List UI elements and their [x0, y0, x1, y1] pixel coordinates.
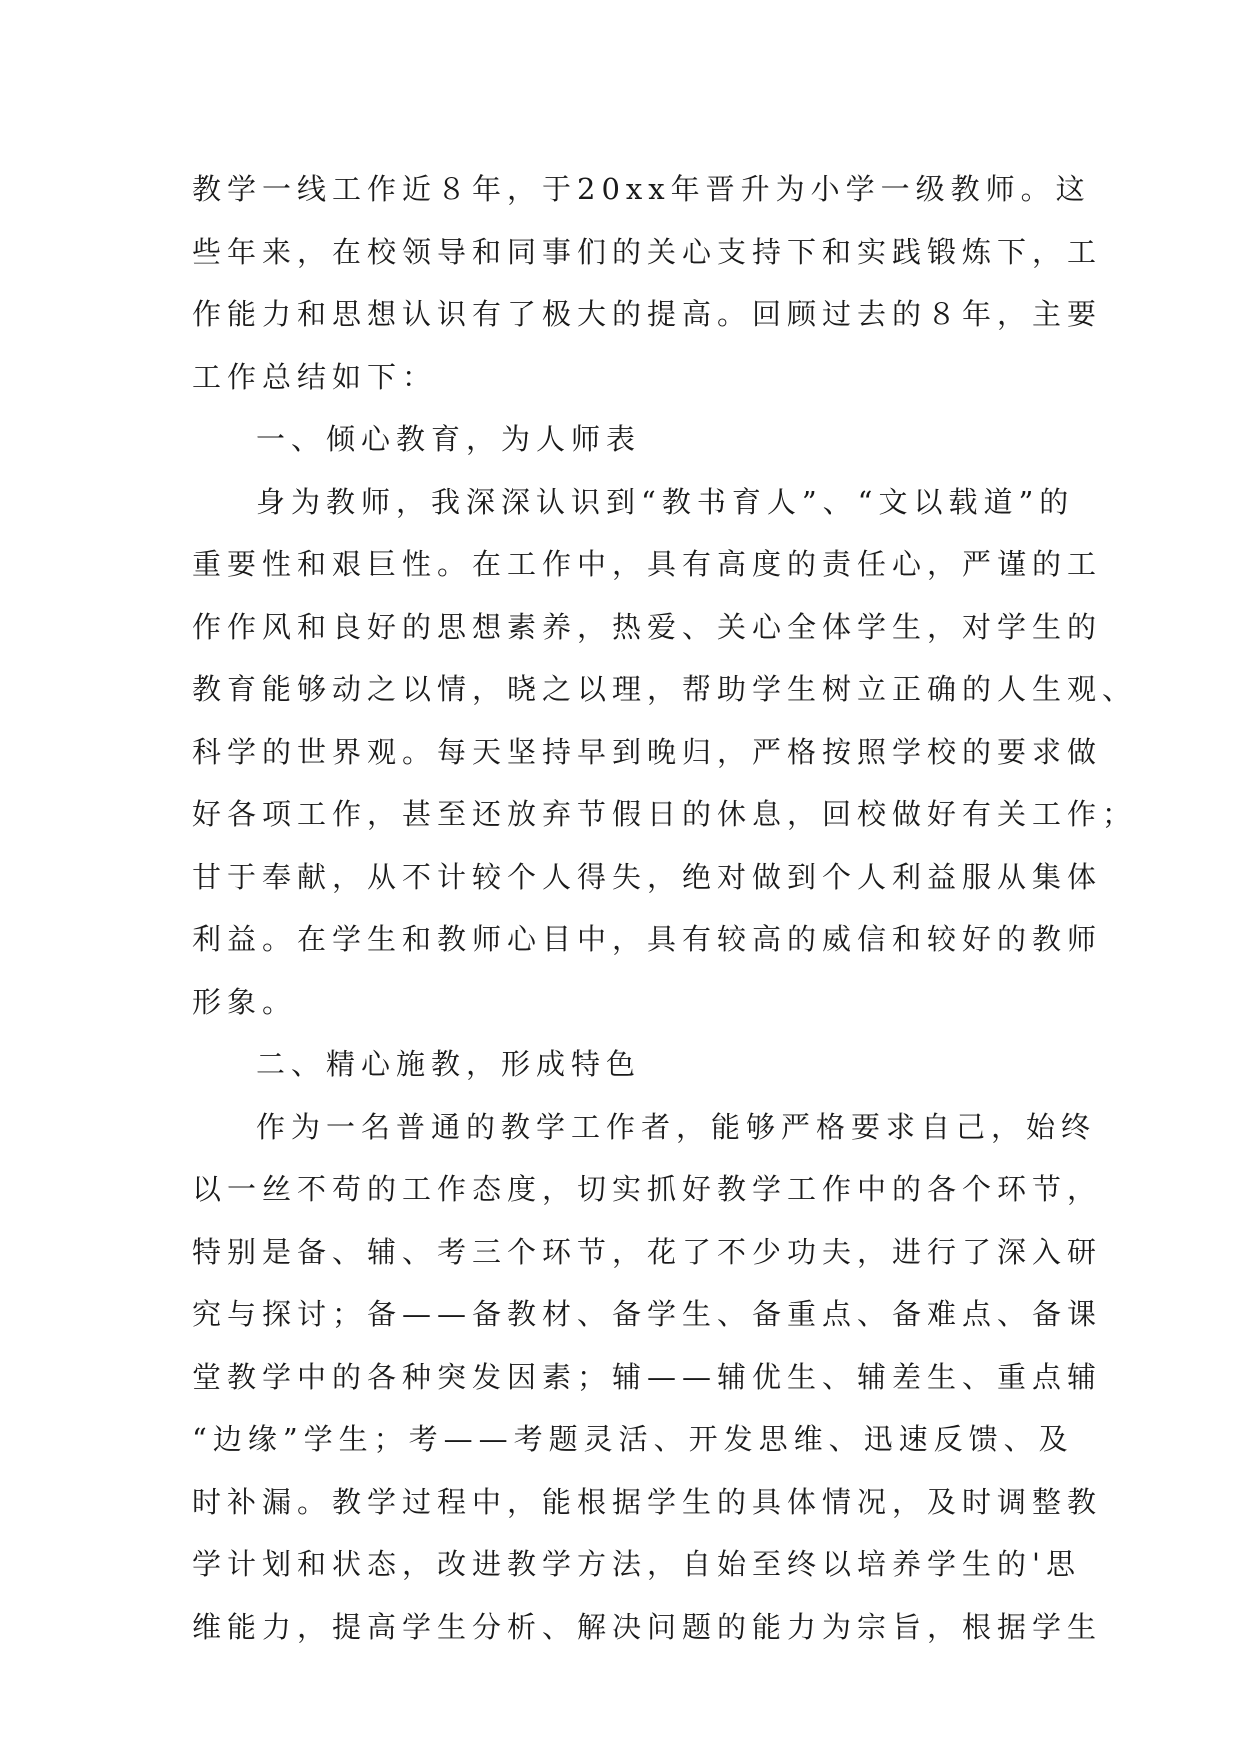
text-line: 堂教学中的各种突发因素；辅——辅优生、辅差生、重点辅 [192, 1359, 1103, 1394]
text-line: 究与探讨；备——备教材、备学生、备重点、备难点、备课 [192, 1297, 1103, 1331]
text-line: 身为教师，我深深认识到“教书育人”、“文以载道”的 [256, 484, 1075, 519]
text-line: 维能力，提高学生分析、解决问题的能力为宗旨，根据学生 [192, 1609, 1103, 1644]
section-heading: 一、倾心教育，为人师表 [256, 422, 642, 456]
text-line: 时补漏。教学过程中，能根据学生的具体情况，及时调整教 [192, 1484, 1103, 1519]
text-line: 作能力和思想认识有了极大的提高。回顾过去的８年，主要 [192, 297, 1103, 331]
text-line: 学计划和状态，改进教学方法，自始至终以培养学生的'思 [192, 1547, 1081, 1581]
text-line: 工作总结如下： [192, 359, 438, 394]
section-heading: 二、精心施教，形成特色 [256, 1047, 642, 1081]
text-line: 重要性和艰巨性。在工作中，具有高度的责任心，严谨的工 [192, 547, 1103, 581]
text-line: 以一丝不苟的工作态度，切实抓好教学工作中的各个环节， [192, 1172, 1103, 1206]
text-line: “边缘”学生；考——考题灵活、开发思维、迅速反馈、及 [192, 1422, 1074, 1456]
text-line: 甘于奉献，从不计较个人得失，绝对做到个人利益服从集体 [192, 859, 1103, 894]
text-line: 科学的世界观。每天坚持早到晚归，严格按照学校的要求做 [192, 734, 1103, 769]
text-line: 形象。 [192, 984, 298, 1019]
text-line: 利益。在学生和教师心目中，具有较高的威信和较好的教师 [192, 922, 1103, 956]
text-line: 教学一线工作近８年，于20xx年晋升为小学一级教师。这 [192, 172, 1091, 206]
text-line: 作作风和良好的思想素养，热爱、关心全体学生，对学生的 [192, 609, 1103, 644]
text-line: 教育能够动之以情，晓之以理，帮助学生树立正确的人生观、 [192, 672, 1138, 706]
text-line: 好各项工作，甚至还放弃节假日的休息，回校做好有关工作； [192, 797, 1138, 831]
text-line: 特别是备、辅、考三个环节，花了不少功夫，进行了深入研 [192, 1234, 1103, 1269]
text-line: 些年来，在校领导和同事们的关心支持下和实践锻炼下，工 [192, 234, 1103, 269]
document-body [192, 158, 1138, 1658]
text-line: 作为一名普通的教学工作者，能够严格要求自己，始终 [256, 1109, 1097, 1144]
